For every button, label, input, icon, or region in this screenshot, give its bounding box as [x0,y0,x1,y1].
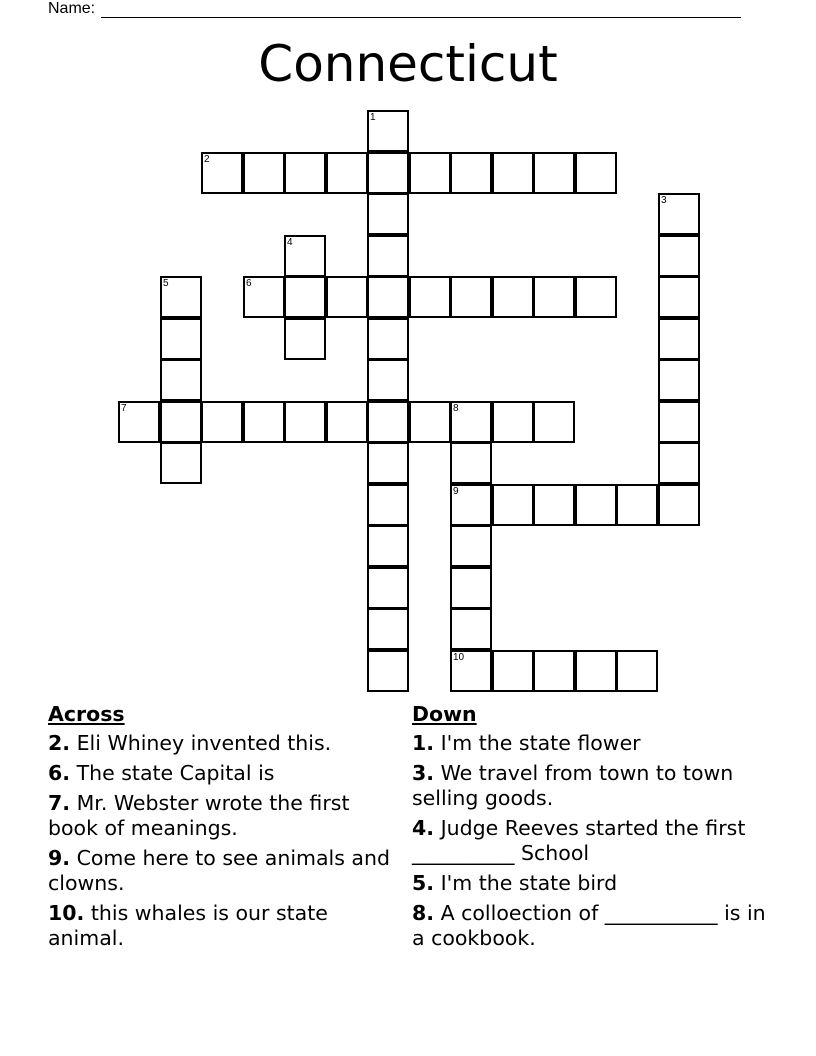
grid-cell[interactable] [201,152,243,194]
across-clue [48,846,393,896]
across-clues [48,702,393,956]
grid-cell[interactable] [367,567,409,609]
grid-cell[interactable] [160,318,202,360]
grid-cell[interactable] [658,442,700,484]
clue-number: 3. [412,761,435,785]
clue-number: 10. [48,901,85,925]
grid-cell[interactable] [367,401,409,443]
across-clue [48,731,393,756]
down-clue [412,761,782,811]
grid-cell[interactable] [409,401,451,443]
grid-cell[interactable] [409,276,451,318]
grid-cell[interactable] [450,567,492,609]
grid-cell[interactable] [533,152,575,194]
grid-cell[interactable] [575,484,617,526]
grid-cell[interactable] [616,484,658,526]
grid-cell[interactable] [492,484,534,526]
clue-number-label: 2 [204,154,210,165]
clue-number: 5. [412,871,435,895]
grid-cell[interactable] [575,276,617,318]
grid-cell[interactable] [658,359,700,401]
clue-text: this whales is our state animal. [48,901,328,950]
grid-cell[interactable] [450,152,492,194]
clue-number: 6. [48,761,71,785]
clue-number-label: 9 [453,486,459,497]
clue-text: I'm the state bird [434,871,618,895]
across-clue [48,901,393,951]
grid-cell[interactable] [367,442,409,484]
grid-cell[interactable] [326,152,368,194]
grid-cell[interactable] [201,401,243,443]
clue-number: 7. [48,791,71,815]
clue-number-label: 6 [246,278,252,289]
down-heading: Down [412,702,477,726]
grid-cell[interactable] [284,276,326,318]
grid-cell[interactable] [326,401,368,443]
clue-number-label: 8 [453,403,459,414]
grid-cell[interactable] [658,484,700,526]
clue-number-label: 10 [453,652,465,663]
down-clue [412,731,782,756]
clue-text: Judge Reeves started the first __________ School [412,816,746,865]
grid-cell[interactable] [326,276,368,318]
grid-cell[interactable] [367,318,409,360]
clue-number: 1. [412,731,435,755]
clue-text: Mr. Webster wrote the first book of meanings. [48,791,350,840]
grid-cell[interactable] [367,193,409,235]
grid-cell[interactable] [118,401,160,443]
across-clue [48,791,393,841]
grid-cell[interactable] [160,442,202,484]
down-clue [412,816,782,866]
grid-cell[interactable] [450,608,492,650]
clue-number-label: 5 [163,278,169,289]
grid-cell[interactable] [492,401,534,443]
grid-cell[interactable] [367,276,409,318]
grid-cell[interactable] [658,193,700,235]
grid-cell[interactable] [450,484,492,526]
grid-cell[interactable] [575,152,617,194]
grid-cell[interactable] [367,525,409,567]
grid-cell[interactable] [367,608,409,650]
clue-number: 9. [48,846,71,870]
grid-cell[interactable] [533,484,575,526]
page-title: Connecticut [258,35,558,93]
grid-cell[interactable] [533,650,575,692]
clue-number-label: 1 [370,112,376,123]
grid-cell[interactable] [658,276,700,318]
grid-cell[interactable] [658,401,700,443]
grid-cell[interactable] [367,110,409,152]
grid-cell[interactable] [450,650,492,692]
grid-cell[interactable] [367,650,409,692]
clue-text: The state Capital is [70,761,275,785]
grid-cell[interactable] [658,235,700,277]
clue-number: 8. [412,901,435,925]
clue-text: We travel from town to town selling goods. [412,761,734,810]
down-clues [412,702,782,956]
grid-cell[interactable] [450,276,492,318]
grid-cell[interactable] [658,318,700,360]
name-label: Name: [48,0,96,17]
grid-cell[interactable] [367,359,409,401]
clue-number: 4. [412,816,435,840]
grid-cell[interactable] [160,401,202,443]
clue-number-label: 4 [287,237,293,248]
down-clue [412,871,782,896]
grid-cell[interactable] [160,359,202,401]
grid-cell[interactable] [367,152,409,194]
clue-number-label: 7 [121,403,127,414]
grid-cell[interactable] [160,276,202,318]
clue-text: Eli Whiney invented this. [70,731,332,755]
clue-text: A colloection of ___________ is in a cookbook. [412,901,766,950]
grid-cell[interactable] [492,276,534,318]
clue-number: 2. [48,731,71,755]
clue-text: I'm the state flower [434,731,641,755]
grid-cell[interactable] [367,235,409,277]
grid-cell[interactable] [492,650,534,692]
grid-cell[interactable] [243,152,285,194]
clue-number-label: 3 [661,195,667,206]
grid-cell[interactable] [284,152,326,194]
grid-cell[interactable] [616,650,658,692]
across-heading: Across [48,702,125,726]
grid-cell[interactable] [533,276,575,318]
grid-cell[interactable] [492,152,534,194]
grid-cell[interactable] [243,401,285,443]
grid-cell[interactable] [450,525,492,567]
across-clue [48,761,393,786]
grid-cell[interactable] [450,442,492,484]
grid-cell[interactable] [450,401,492,443]
grid-cell[interactable] [367,484,409,526]
grid-cell[interactable] [284,235,326,277]
grid-cell[interactable] [284,401,326,443]
grid-cell[interactable] [409,152,451,194]
grid-cell[interactable] [284,318,326,360]
down-clue [412,901,782,951]
grid-cell[interactable] [243,276,285,318]
clue-text: Come here to see animals and clowns. [48,846,391,895]
grid-cell[interactable] [575,650,617,692]
grid-cell[interactable] [533,401,575,443]
